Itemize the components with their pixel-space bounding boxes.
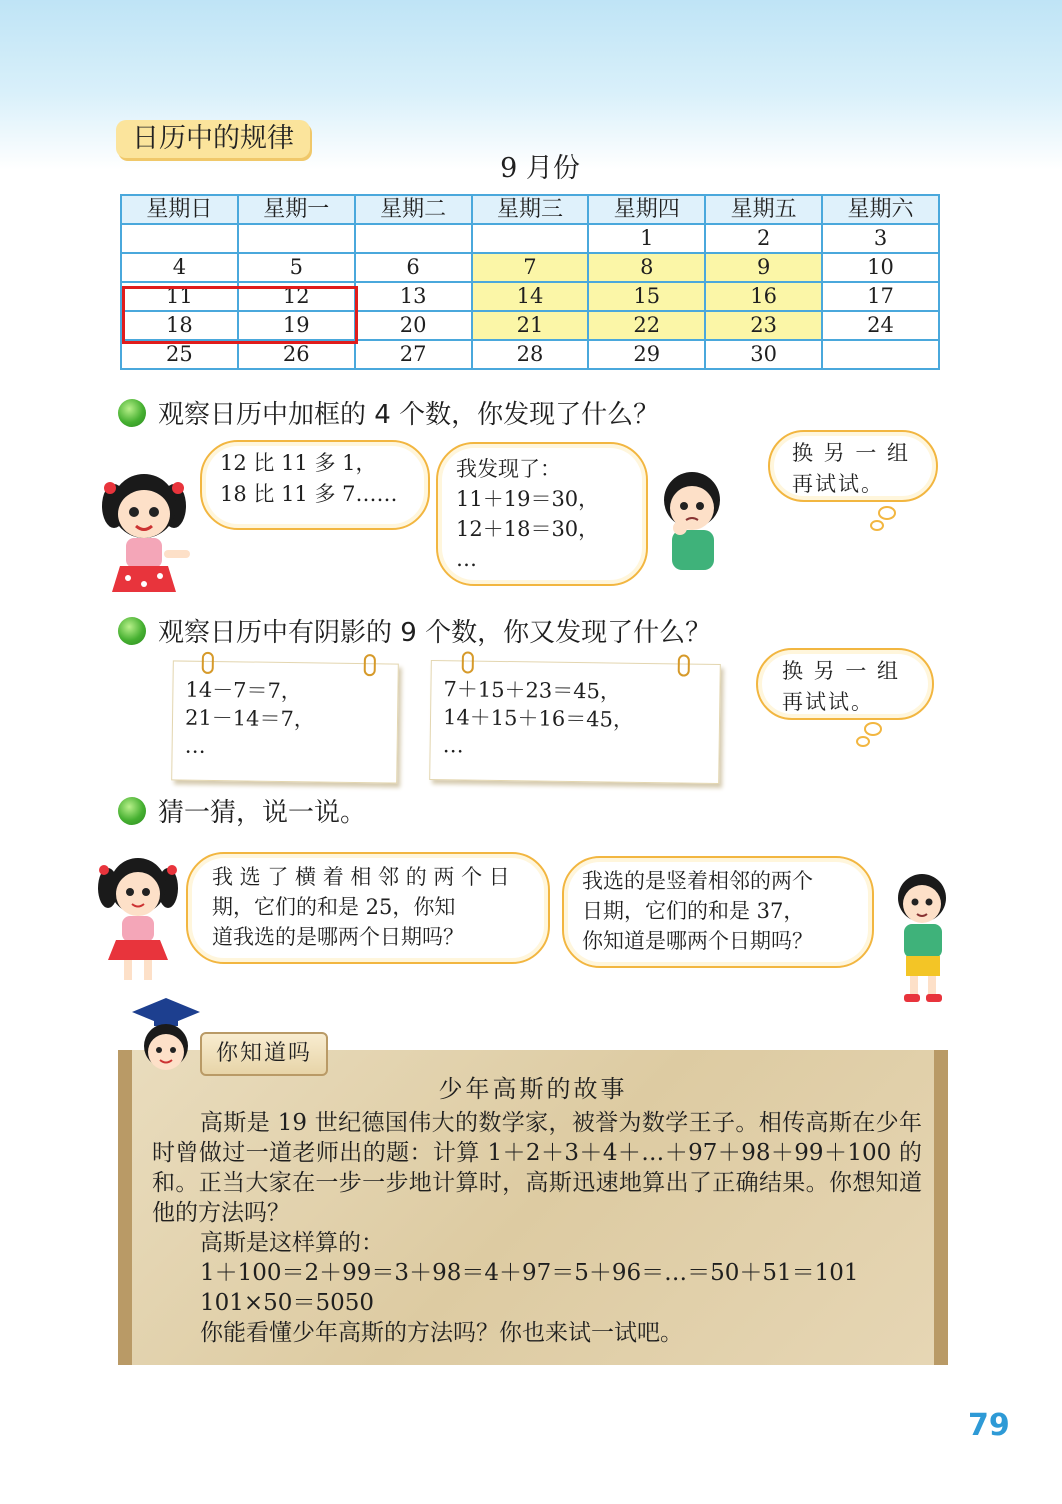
- calendar-cell: 11: [121, 282, 238, 311]
- calendar-cell-shaded: 7: [472, 253, 589, 282]
- calendar-cell-shaded: 9: [705, 253, 822, 282]
- calendar-cell-shaded: 8: [588, 253, 705, 282]
- note-line: 14＋15＋16＝45，: [442, 705, 635, 732]
- note-line: …: [184, 733, 206, 758]
- calendar-cell: 6: [355, 253, 472, 282]
- calendar-row: [121, 340, 939, 369]
- calendar-cell: [355, 224, 472, 253]
- thought-dot: [864, 722, 882, 736]
- bubble-line: 换 另 一 组: [782, 659, 901, 683]
- note-line: …: [442, 733, 464, 758]
- question-2: [118, 616, 711, 650]
- boy-character-icon: [652, 470, 732, 586]
- calendar-cell: 25: [121, 340, 238, 369]
- calendar-cell: [121, 224, 238, 253]
- calendar-cell: [238, 224, 355, 253]
- story-paragraph: 你能看懂少年高斯的方法吗？你也来试一试吧。: [200, 1320, 683, 1346]
- section-title: 日历中的规律: [116, 120, 310, 158]
- calendar-header-row: [121, 195, 939, 224]
- story-title: 少年高斯的故事: [438, 1075, 628, 1103]
- calendar-cell: 5: [238, 253, 355, 282]
- question-1: [118, 398, 659, 432]
- weekday-header: 星期二: [355, 195, 472, 224]
- green-bullet-icon: [118, 797, 146, 825]
- bubble-line: 换 另 一 组: [792, 441, 911, 465]
- thought-dot: [856, 736, 870, 747]
- bubble-line: 再试试。: [792, 472, 884, 496]
- did-you-know-tag: 你知道吗: [200, 1032, 328, 1076]
- paperclip-icon: [364, 654, 376, 676]
- calendar-cell-shaded: 22: [588, 311, 705, 340]
- bubble-line: 再试试。: [782, 690, 874, 714]
- question-3: [118, 796, 366, 830]
- calendar-cell: [472, 224, 589, 253]
- month-title: 9 月份: [500, 153, 580, 184]
- girl-character-icon: [88, 466, 200, 606]
- bubble-line: 11＋19＝30，: [456, 487, 600, 511]
- bubble-line: 12＋18＝30，: [456, 517, 600, 541]
- story-formula: 101×50＝5050: [200, 1290, 374, 1316]
- calendar-row: [121, 224, 939, 253]
- calendar-cell-shaded: 16: [705, 282, 822, 311]
- speech-bubble-center-1: [436, 442, 648, 586]
- calendar-cell-shaded: 14: [472, 282, 589, 311]
- calendar-cell: 27: [355, 340, 472, 369]
- weekday-header: 星期日: [121, 195, 238, 224]
- question-text: 观察日历中加框的 4 个数，你发现了什么？: [158, 400, 660, 430]
- weekday-header: 星期三: [472, 195, 589, 224]
- calendar-cell: 18: [121, 311, 238, 340]
- calendar-cell: 17: [822, 282, 939, 311]
- paperclip-icon: [678, 654, 690, 676]
- calendar-cell: 4: [121, 253, 238, 282]
- calendar-cell: 30: [705, 340, 822, 369]
- calendar-cell: 1: [588, 224, 705, 253]
- story-formula: 1＋100＝2＋99＝3＋98＝4＋97＝5＋96＝…＝50＋51＝101: [200, 1260, 859, 1286]
- question-text: 观察日历中有阴影的 9 个数，你又发现了什么？: [158, 618, 712, 648]
- paperclip-icon: [202, 652, 214, 674]
- calendar-cell: 2: [705, 224, 822, 253]
- story-text: [152, 1108, 922, 1348]
- calendar-cell: 19: [238, 311, 355, 340]
- thought-dot: [878, 506, 896, 520]
- weekday-header: 星期六: [822, 195, 939, 224]
- note-line: 7＋15＋23＝45，: [443, 677, 622, 704]
- bubble-line: 12 比 11 多 1，: [220, 451, 377, 475]
- calendar-cell: [822, 340, 939, 369]
- green-bullet-icon: [118, 399, 146, 427]
- weekday-header: 星期四: [588, 195, 705, 224]
- speech-bubble-boy-2: [562, 856, 874, 968]
- girl-character-icon: [88, 852, 188, 986]
- note-line: 14－7＝7，: [185, 677, 303, 704]
- story-paragraph: 高斯是 19 世纪德国伟大的数学家，被誉为数学王子。相传高斯在少年时曾做过一道老师出的题：计算 1＋2＋3＋4＋…＋97＋98＋99＋100 的和。正当大家在一步一步地计算时，高斯迅速地算出了正确结果。你想知道他的方法吗？: [152, 1110, 922, 1226]
- weekday-header: 星期一: [238, 195, 355, 224]
- calendar-cell: 28: [472, 340, 589, 369]
- note-card-left: [171, 660, 399, 783]
- question-text: 猜一猜，说一说。: [158, 798, 367, 828]
- story-paragraph: 高斯是这样算的：: [200, 1230, 384, 1256]
- speech-bubble-girl-2: [186, 852, 550, 964]
- speech-bubble-right-1: [768, 430, 938, 502]
- boy-character-icon: [886, 872, 960, 1006]
- bubble-line: 道我选的是哪两个日期吗？: [212, 925, 464, 949]
- weekday-header: 星期五: [705, 195, 822, 224]
- green-bullet-icon: [118, 617, 146, 645]
- bubble-line: …: [456, 547, 477, 571]
- paperclip-icon: [462, 651, 474, 673]
- calendar-cell-shaded: 15: [588, 282, 705, 311]
- calendar-cell: 29: [588, 340, 705, 369]
- bubble-line: 我发现了：: [456, 457, 561, 481]
- speech-bubble-girl-1: [200, 440, 430, 530]
- page-number: 79: [968, 1408, 1010, 1443]
- calendar-cell: 13: [355, 282, 472, 311]
- bubble-line: 期，它们的和是 25，你知: [212, 895, 456, 919]
- bubble-line: 日期，它们的和是 37，: [582, 899, 805, 923]
- bubble-line: 你知道是哪两个日期吗？: [582, 929, 813, 953]
- bubble-line: 我 选 了 横 着 相 邻 的 两 个 日: [212, 865, 510, 889]
- calendar-cell: 26: [238, 340, 355, 369]
- bubble-line: 我选的是竖着相邻的两个: [582, 869, 813, 893]
- highlight-frame: [122, 286, 358, 344]
- calendar-cell: 3: [822, 224, 939, 253]
- calendar-cell: 20: [355, 311, 472, 340]
- scholar-boy-icon: [126, 994, 206, 1078]
- note-line: 21－14＝7，: [184, 705, 316, 732]
- calendar-cell: 10: [822, 253, 939, 282]
- bubble-line: 18 比 11 多 7……: [220, 482, 398, 506]
- thought-dot: [870, 520, 884, 531]
- calendar-cell-shaded: 23: [705, 311, 822, 340]
- calendar-cell: 12: [238, 282, 355, 311]
- speech-bubble-right-2: [756, 648, 934, 720]
- calendar-cell: 24: [822, 311, 939, 340]
- note-card-right: [429, 660, 721, 784]
- calendar-cell-shaded: 21: [472, 311, 589, 340]
- calendar-row: [121, 253, 939, 282]
